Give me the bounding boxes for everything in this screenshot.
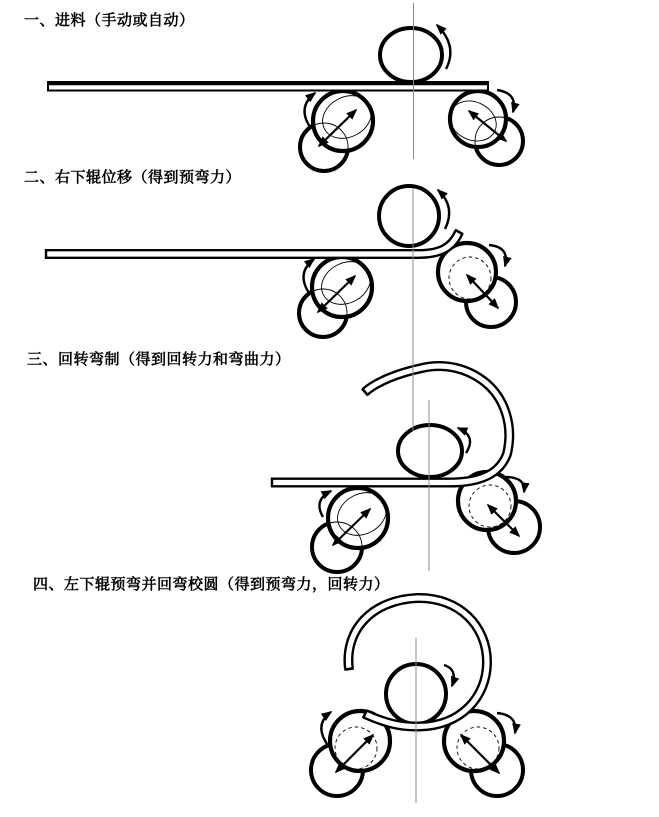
step4-top-roll (386, 664, 454, 724)
step1-right-roll (443, 90, 523, 165)
step1-diagram (48, 25, 523, 171)
step1-label: 一、进料（手动或自动） (24, 11, 195, 29)
step2-top-roll (379, 186, 449, 246)
step3-left-roll-body (328, 488, 388, 548)
step1-plate (48, 82, 488, 91)
step2-diagram (46, 186, 516, 337)
step4-diagram (311, 598, 523, 796)
step3-diagram (272, 366, 540, 572)
step3-label: 三、回转弯制（得到回转力和弯曲力） (27, 350, 291, 368)
step2-left-roll (299, 253, 378, 337)
step2-right-roll (438, 243, 516, 327)
step4-right-roll (444, 711, 523, 796)
step1-left-roll (300, 87, 379, 171)
step3-left-roll (312, 484, 394, 572)
step3-top-roll (398, 425, 470, 477)
step1-top-roll (380, 25, 450, 82)
step2-label: 二、右下辊位移（得到预弯力） (24, 168, 242, 186)
step3-plate (272, 366, 509, 487)
step4-label: 四、左下辊预弯并回弯校圆（得到预弯力，回转力） (33, 575, 390, 593)
